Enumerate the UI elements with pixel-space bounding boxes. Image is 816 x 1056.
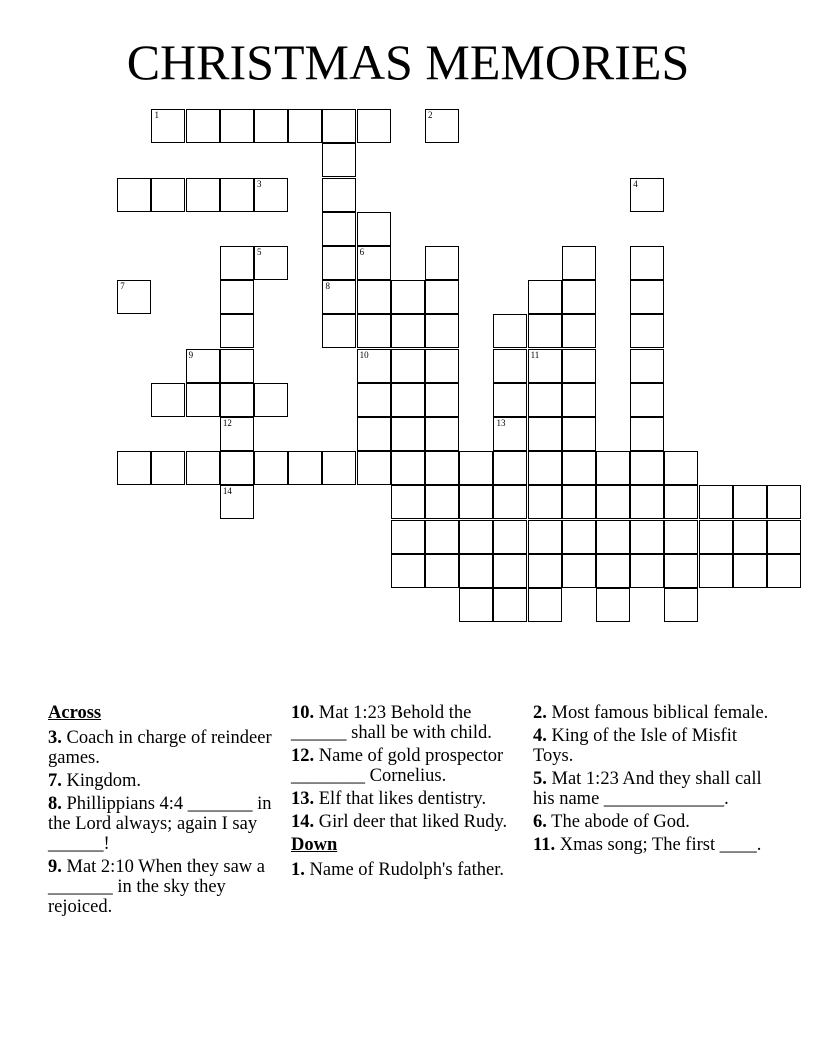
grid-cell[interactable] (630, 485, 664, 519)
grid-cell[interactable] (254, 109, 288, 143)
grid-cell[interactable] (322, 451, 356, 485)
grid-cell[interactable] (562, 383, 596, 417)
clue-number-11: 11 (530, 349, 540, 360)
grid-cell[interactable] (391, 349, 425, 383)
grid-cell[interactable] (767, 485, 801, 519)
grid-cell[interactable] (288, 451, 322, 485)
grid-cell[interactable] (528, 451, 562, 485)
puzzle-title: CHRISTMAS MEMORIES (126, 34, 690, 90)
grid-cell[interactable] (528, 349, 562, 383)
grid-cell[interactable] (630, 178, 664, 212)
grid-cell[interactable] (562, 554, 596, 588)
grid-cell[interactable] (425, 417, 459, 451)
grid-cell[interactable] (220, 417, 254, 451)
grid-cell[interactable] (425, 349, 459, 383)
grid-cell[interactable] (425, 520, 459, 554)
grid-cell[interactable] (528, 554, 562, 588)
grid-cell[interactable] (596, 588, 630, 622)
clue-number-9: 9 (188, 349, 194, 360)
grid-cell[interactable] (630, 451, 664, 485)
grid-cell[interactable] (528, 383, 562, 417)
grid-cell[interactable] (117, 178, 151, 212)
grid-cell[interactable] (562, 485, 596, 519)
grid-cell[interactable] (562, 349, 596, 383)
grid-cell[interactable] (220, 451, 254, 485)
grid-cell[interactable] (357, 451, 391, 485)
grid-cell[interactable] (220, 178, 254, 212)
grid-cell[interactable] (664, 485, 698, 519)
grid-cell[interactable] (596, 554, 630, 588)
grid-cell[interactable] (733, 520, 767, 554)
grid-cell[interactable] (493, 485, 527, 519)
clues-column-1 (48, 703, 284, 920)
grid-cell[interactable] (630, 520, 664, 554)
grid-cell[interactable] (151, 178, 185, 212)
grid-cell[interactable] (220, 109, 254, 143)
grid-cell[interactable] (357, 349, 391, 383)
clue-number-13: 13 (496, 418, 506, 429)
grid-cell[interactable] (528, 520, 562, 554)
grid-cell[interactable] (493, 588, 527, 622)
clue-across-9: 9. Mat 2:10 When they saw a _______ in the sky they rejoiced. (48, 857, 265, 917)
grid-cell[interactable] (254, 178, 288, 212)
grid-cell[interactable] (220, 485, 254, 519)
grid-cell[interactable] (151, 451, 185, 485)
grid-cell[interactable] (220, 383, 254, 417)
grid-cell[interactable] (630, 280, 664, 314)
grid-cell[interactable] (357, 383, 391, 417)
grid-cell[interactable] (596, 485, 630, 519)
grid-cell[interactable] (357, 212, 391, 246)
grid-cell[interactable] (357, 109, 391, 143)
grid-cell[interactable] (493, 451, 527, 485)
grid-cell[interactable] (254, 383, 288, 417)
grid-cell[interactable] (220, 314, 254, 348)
grid-cell[interactable] (699, 520, 733, 554)
grid-cell[interactable] (493, 554, 527, 588)
grid-cell[interactable] (596, 451, 630, 485)
grid-cell[interactable] (357, 314, 391, 348)
grid-cell[interactable] (664, 554, 698, 588)
grid-cell[interactable] (459, 485, 493, 519)
clue-number-4: 4 (633, 178, 638, 189)
grid-cell[interactable] (220, 349, 254, 383)
grid-cell[interactable] (630, 246, 664, 280)
clue-down-4: 4. King of the Isle of Misfit Toys. (533, 726, 737, 766)
grid-cell[interactable] (459, 451, 493, 485)
clue-down-5: 5. Mat 1:23 And they shall call his name _____________. (533, 769, 762, 809)
grid-cell[interactable] (562, 314, 596, 348)
clue-down-6: 6. The abode of God. (533, 812, 690, 832)
clue-number-10: 10 (359, 349, 369, 360)
grid-cell[interactable] (391, 417, 425, 451)
grid-cell[interactable] (562, 451, 596, 485)
grid-cell[interactable] (117, 280, 151, 314)
grid-cell[interactable] (630, 314, 664, 348)
grid-cell[interactable] (357, 280, 391, 314)
grid-cell[interactable] (220, 246, 254, 280)
grid-cell[interactable] (186, 383, 220, 417)
grid-cell[interactable] (528, 314, 562, 348)
clue-across-10: 10. Mat 1:23 Behold the ______ shall be with child. (291, 703, 492, 743)
grid-cell[interactable] (391, 314, 425, 348)
grid-cell[interactable] (357, 246, 391, 280)
grid-cell[interactable] (425, 485, 459, 519)
grid-cell[interactable] (528, 588, 562, 622)
clue-down-1: 1. Name of Rudolph's father. (291, 860, 504, 880)
grid-cell[interactable] (493, 314, 527, 348)
grid-cell[interactable] (391, 554, 425, 588)
clue-across-12: 12. Name of gold prospector ________ Cornelius. (291, 746, 504, 786)
grid-cell[interactable] (562, 520, 596, 554)
clue-across-7: 7. Kingdom. (48, 771, 142, 791)
grid-cell[interactable] (322, 109, 356, 143)
grid-cell[interactable] (664, 588, 698, 622)
grid-cell[interactable] (322, 212, 356, 246)
grid-cell[interactable] (630, 349, 664, 383)
clue-number-1: 1 (154, 110, 159, 121)
clue-across-13: 13. Elf that likes dentistry. (291, 789, 487, 809)
grid-cell[interactable] (733, 485, 767, 519)
grid-cell[interactable] (630, 554, 664, 588)
grid-cell[interactable] (186, 451, 220, 485)
grid-cell[interactable] (664, 451, 698, 485)
grid-cell[interactable] (391, 383, 425, 417)
down-heading: Down (291, 835, 338, 855)
grid-cell[interactable] (425, 383, 459, 417)
grid-cell[interactable] (767, 554, 801, 588)
grid-cell[interactable] (459, 588, 493, 622)
grid-cell[interactable] (733, 554, 767, 588)
grid-cell[interactable] (425, 554, 459, 588)
clue-number-5: 5 (257, 247, 262, 258)
grid-cell[interactable] (562, 417, 596, 451)
grid-cell[interactable] (699, 485, 733, 519)
grid-cell[interactable] (186, 109, 220, 143)
grid-cell[interactable] (493, 520, 527, 554)
grid-cell[interactable] (528, 485, 562, 519)
clue-across-14: 14. Girl deer that liked Rudy. (291, 812, 508, 832)
clues-column-2 (291, 703, 527, 883)
grid-cell[interactable] (459, 520, 493, 554)
grid-cell[interactable] (664, 520, 698, 554)
grid-cell[interactable] (425, 280, 459, 314)
grid-cell[interactable] (562, 246, 596, 280)
grid-cell[interactable] (425, 109, 459, 143)
grid-cell[interactable] (767, 520, 801, 554)
grid-cell[interactable] (322, 314, 356, 348)
clue-number-6: 6 (359, 247, 365, 258)
clue-down-11: 11. Xmas song; The first ____. (533, 835, 762, 855)
grid-cell[interactable] (186, 178, 220, 212)
grid-cell[interactable] (322, 280, 356, 314)
clue-across-8: 8. Phillippians 4:4 _______ in the Lord always; again I say ______! (48, 794, 272, 854)
grid-cell[interactable] (288, 109, 322, 143)
across-heading: Across (48, 703, 102, 723)
clue-down-2: 2. Most famous biblical female. (533, 703, 769, 723)
grid-cell[interactable] (391, 520, 425, 554)
grid-cell[interactable] (459, 554, 493, 588)
grid-cell[interactable] (699, 554, 733, 588)
clues-column-3 (533, 703, 769, 858)
grid-cell[interactable] (151, 109, 185, 143)
grid-cell[interactable] (425, 451, 459, 485)
grid-cell[interactable] (254, 246, 288, 280)
clue-number-8: 8 (325, 281, 330, 292)
grid-cell[interactable] (630, 383, 664, 417)
grid-cell[interactable] (596, 520, 630, 554)
grid-cell[interactable] (493, 349, 527, 383)
clue-number-14: 14 (222, 486, 232, 497)
grid-cell[interactable] (425, 246, 459, 280)
grid-cell[interactable] (493, 417, 527, 451)
grid-cell[interactable] (254, 451, 288, 485)
grid-cell[interactable] (562, 280, 596, 314)
grid-cell[interactable] (220, 280, 254, 314)
clue-number-2: 2 (428, 110, 433, 121)
grid-cell[interactable] (391, 451, 425, 485)
grid-cell[interactable] (528, 417, 562, 451)
grid-cell[interactable] (357, 417, 391, 451)
grid-cell[interactable] (630, 417, 664, 451)
grid-cell[interactable] (186, 349, 220, 383)
clue-across-3: 3. Coach in charge of reindeer games. (48, 728, 272, 768)
grid-cell[interactable] (322, 143, 356, 177)
grid-cell[interactable] (391, 280, 425, 314)
grid-cell[interactable] (493, 383, 527, 417)
clue-number-12: 12 (222, 418, 232, 429)
grid-cell[interactable] (117, 451, 151, 485)
grid-cell[interactable] (322, 178, 356, 212)
grid-cell[interactable] (391, 485, 425, 519)
grid-cell[interactable] (322, 246, 356, 280)
clue-number-3: 3 (257, 178, 262, 189)
grid-cell[interactable] (151, 383, 185, 417)
grid-cell[interactable] (528, 280, 562, 314)
clue-number-7: 7 (120, 281, 125, 292)
grid-cell[interactable] (425, 314, 459, 348)
